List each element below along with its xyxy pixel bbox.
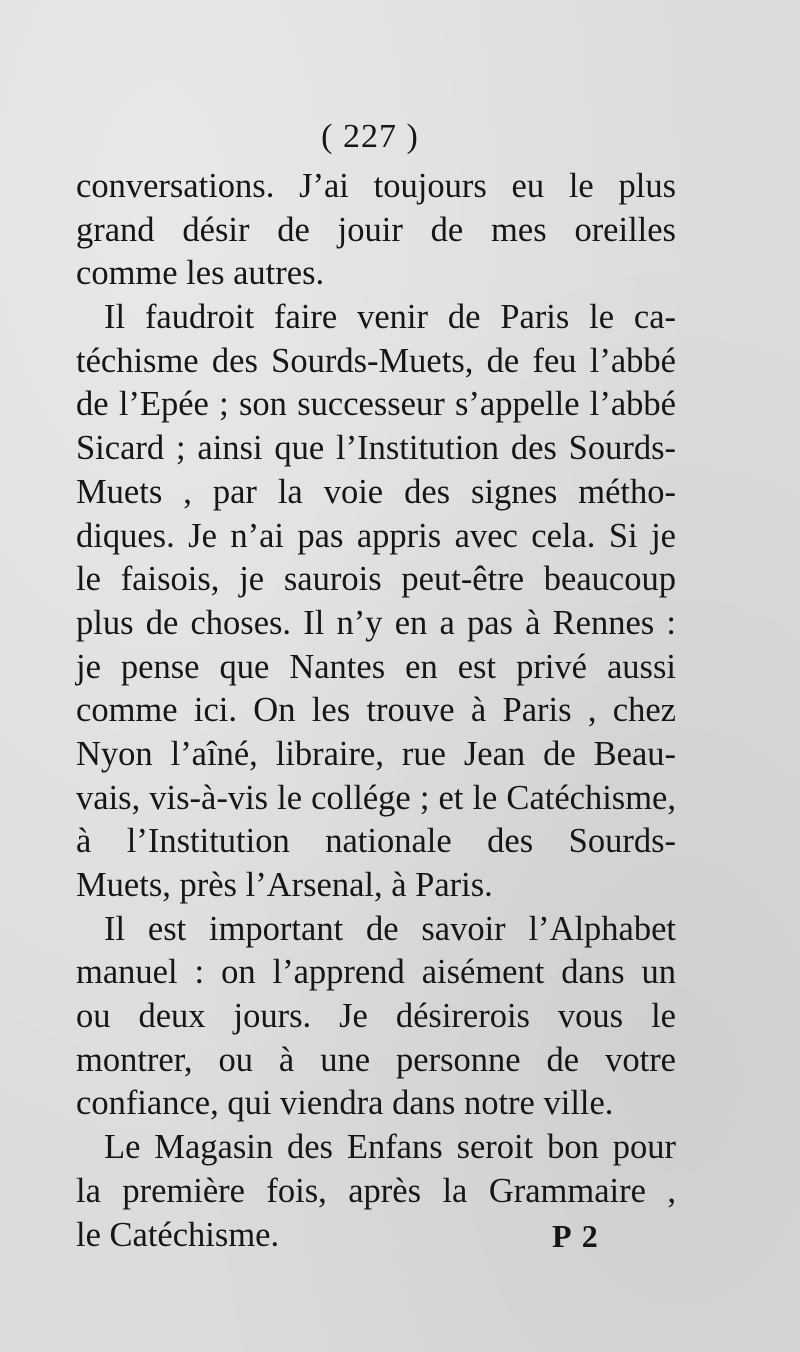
text-line: de l’Epée ; son successeur s’appelle l’abbé bbox=[76, 385, 676, 424]
text-line: Sicard ; ainsi que l’Institution des Sourds- bbox=[76, 429, 676, 468]
text-line: le Catéchisme. bbox=[76, 1215, 280, 1254]
text-line: Il faudroit faire venir de Paris le ca- bbox=[104, 298, 676, 337]
text-line: montrer, ou à une personne de votre bbox=[76, 1040, 676, 1079]
page-number: ( 227 ) bbox=[321, 118, 419, 155]
text-line: vais, vis-à-vis le collége ; et le Catéchisme, bbox=[76, 778, 676, 817]
text-line: la première fois, après la Grammaire , bbox=[76, 1171, 676, 1210]
body-text bbox=[76, 165, 676, 1257]
text-line: à l’Institution nationale des Sourds- bbox=[76, 822, 676, 861]
text-line: confiance, qui viendra dans notre ville. bbox=[76, 1084, 614, 1123]
text-line: plus de choses. Il n’y en a pas à Rennes : bbox=[76, 603, 676, 642]
text-line: Le Magasin des Enfans seroit bon pour bbox=[104, 1128, 676, 1167]
text-line: je pense que Nantes en est privé aussi bbox=[76, 647, 676, 686]
text-line: grand désir de jouir de mes oreilles bbox=[76, 210, 676, 249]
text-line: comme ici. On les trouve à Paris , chez bbox=[76, 691, 676, 730]
text-line: conversations. J’ai toujours eu le plus bbox=[76, 167, 676, 205]
text-line: Il est important de savoir l’Alphabet bbox=[104, 909, 676, 948]
text-line: ou deux jours. Je désirerois vous le bbox=[76, 997, 676, 1036]
text-line: diques. Je n’ai pas appris avec cela. Si je bbox=[76, 516, 676, 555]
text-line: manuel : on l’apprend aisément dans un bbox=[76, 953, 676, 992]
text-line: Nyon l’aîné, libraire, rue Jean de Beau- bbox=[76, 734, 676, 773]
text-line: comme les autres. bbox=[76, 254, 325, 293]
text-line: téchisme des Sourds-Muets, de feu l’abbé bbox=[76, 341, 676, 380]
text-line: le faisois, je saurois peut-être beaucoup bbox=[76, 560, 676, 599]
text-line: Muets, près l’Arsenal, à Paris. bbox=[76, 866, 493, 904]
signature-mark: P 2 bbox=[552, 1218, 600, 1254]
text-line: Muets , par la voie des signes métho- bbox=[76, 472, 676, 511]
